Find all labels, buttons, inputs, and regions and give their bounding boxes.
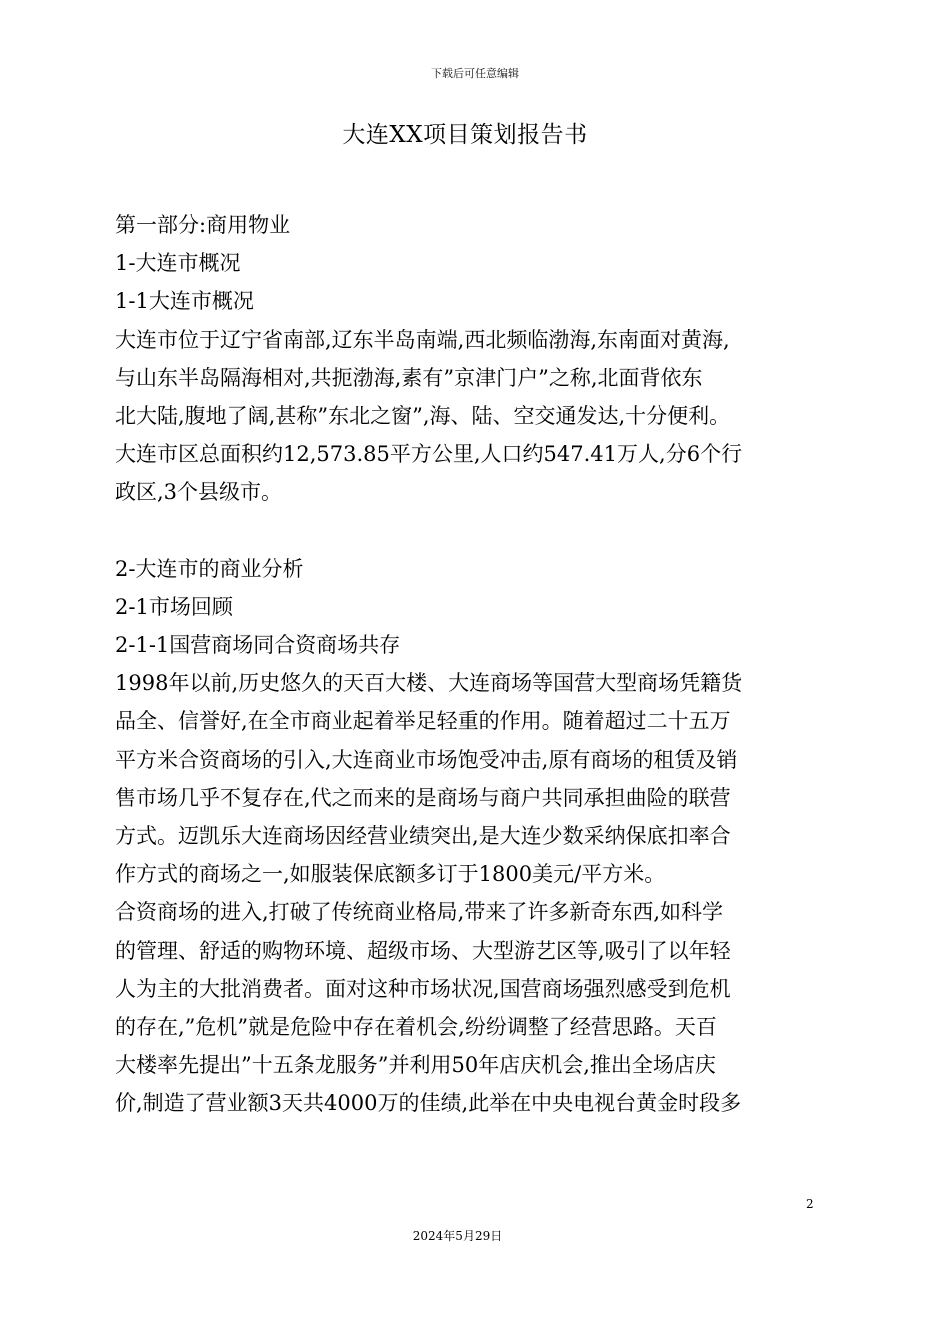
- paragraph-line: 价,制造了营业额3天共4000万的佳绩,此举在中央电视台黄金时段多: [115, 1091, 742, 1116]
- paragraph-line: 大连市位于辽宁省南部,辽东半岛南端,西北频临渤海,东南面对黄海,: [115, 327, 730, 352]
- blank-line: [115, 512, 835, 550]
- paragraph-line: 方式。迈凯乐大连商场因经营业绩突出,是大连少数采纳保底扣率合: [115, 824, 731, 848]
- subsection-heading: 2-大连市的商业分析: [115, 556, 304, 581]
- paragraph-line: 与山东半岛隔海相对,共扼渤海,素有”京津门户”之称,北面背依东: [115, 365, 703, 390]
- paragraph-line: 作方式的商场之一,如服装保底额多订于1800美元/平方米。: [115, 862, 666, 887]
- paragraph-line: 1998年以前,历史悠久的天百大楼、大连商场等国营大型商场凭籍货: [115, 671, 743, 696]
- paragraph-line: 大连市区总面积约12,573.85平方公里,人口约547.41万人,分6个行: [115, 442, 743, 467]
- paragraph-line: 政区,3个县级市。: [115, 480, 283, 505]
- document-title: 大连XX项目策划报告书: [342, 122, 588, 148]
- paragraph-line: 人为主的大批消费者。面对这种市场状况,国营商场强烈感受到危机: [115, 976, 731, 1001]
- subsection-heading: 2-1市场回顾: [115, 594, 233, 619]
- paragraph-line: 合资商场的进入,打破了传统商业格局,带来了许多新奇东西,如科学: [115, 900, 724, 925]
- subsection-heading: 1-大连市概况: [115, 251, 241, 276]
- document-body: [115, 206, 835, 1123]
- paragraph-line: 北大陆,腹地了阔,甚称”东北之窗”,海、陆、空交通发达,十分便利。: [115, 403, 731, 428]
- paragraph-line: 品全、信誉好,在全市商业起着举足轻重的作用。随着超过二十五万: [115, 709, 731, 734]
- paragraph-line: 的管理、舒适的购物环境、超级市场、大型游艺区等,吸引了以年轻: [115, 938, 731, 963]
- paragraph-line: 平方米合资商场的引入,大连商业市场饱受冲击,原有商场的租赁及销: [115, 747, 738, 772]
- paragraph-line: 售市场几乎不复存在,代之而来的是商场与商户共同承担曲险的联营: [115, 785, 731, 810]
- subsection-heading: 2-1-1国营商场同合资商场共存: [115, 633, 401, 658]
- section-heading: 第一部分:商用物业: [115, 213, 291, 237]
- footer-date: 2024年5月29日: [412, 1229, 503, 1243]
- paragraph-line: 的存在,”危机”就是危险中存在着机会,纷纷调整了经营思路。天百: [115, 1014, 717, 1039]
- subsection-heading: 1-1大连市概况: [115, 289, 254, 314]
- header-note: 下载后可任意编辑: [431, 67, 519, 80]
- paragraph-line: 大楼率先提出”十五条龙服务”并利用50年店庆机会,推出全场店庆: [115, 1053, 716, 1078]
- page-number: 2: [806, 1197, 814, 1211]
